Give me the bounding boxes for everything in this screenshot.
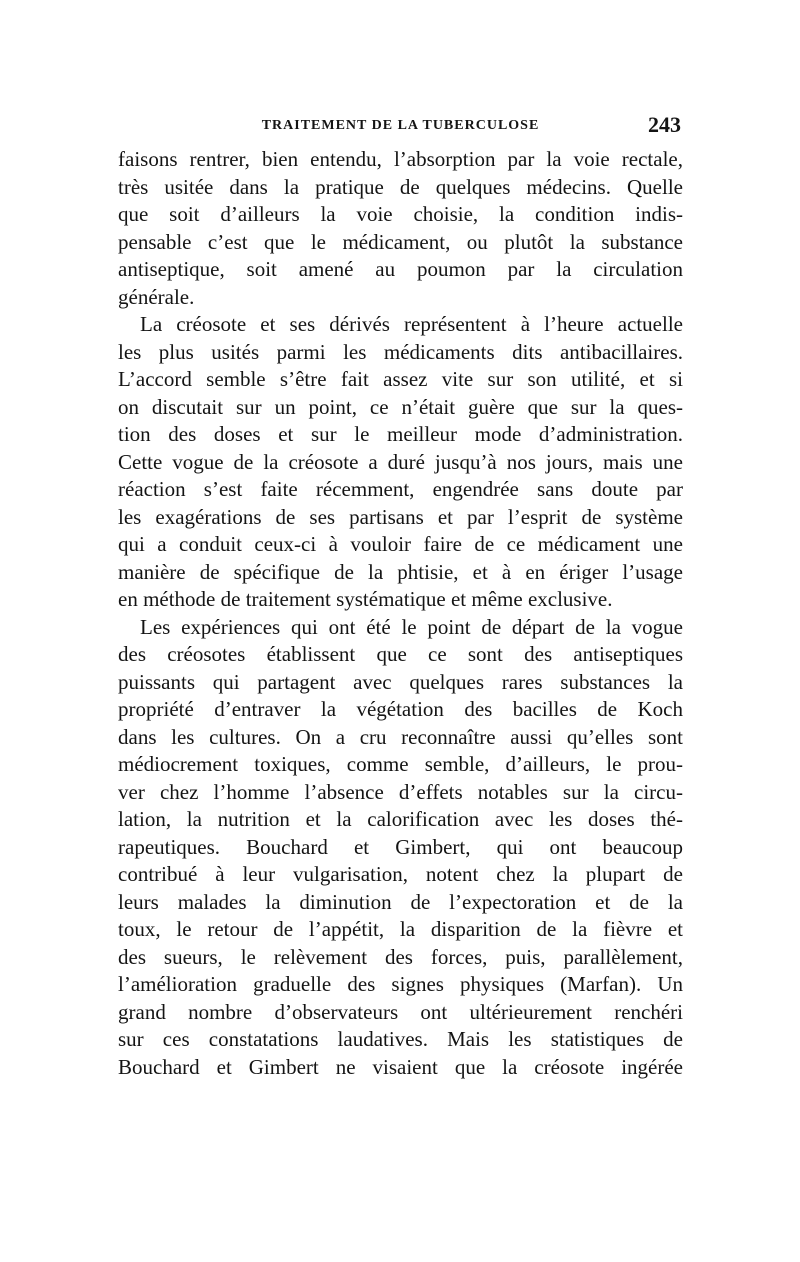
text-line: rapeutiques. Bouchard et Gimbert, qui ont beaucoup: [118, 834, 683, 859]
text-line: médiocrement toxiques, comme semble, d’ailleurs, le prou-: [118, 752, 683, 776]
text-line: puissants qui partagent avec quelques rares substances la: [118, 669, 683, 694]
text-line: Les expériences qui ont été le point de départ de la vogue: [140, 614, 683, 639]
text-line: des créosotes établissent que ce sont des antiseptiques: [118, 642, 683, 666]
body-text: [118, 146, 683, 1081]
text-line: pensable c’est que le médicament, ou plutôt la substance: [118, 229, 683, 254]
text-line: contribué à leur vulgarisation, notent chez la plupart de: [118, 862, 683, 886]
text-line: les exagérations de ses partisans et par l’esprit de système: [118, 504, 683, 529]
text-line: que soit d’ailleurs la voie choisie, la condition indis-: [118, 202, 683, 226]
text-line: propriété d’entraver la végétation des bacilles de Koch: [118, 697, 683, 721]
text-line: Bouchard et Gimbert ne visaient que la créosote ingérée: [118, 1054, 683, 1079]
text-line: l’amélioration graduelle des signes physiques (Marfan). Un: [118, 972, 683, 996]
text-line: dans les cultures. On a cru reconnaître aussi qu’elles sont: [118, 724, 683, 749]
text-line: grand nombre d’observateurs ont ultérieurement renchéri: [118, 999, 683, 1024]
page-number: 243: [648, 112, 681, 137]
text-line: ver chez l’homme l’absence d’effets notables sur la circu-: [118, 779, 683, 804]
text-line: en méthode de traitement systématique et même exclusive.: [118, 587, 613, 611]
text-line: tion des doses et sur le meilleur mode d’administration.: [118, 422, 683, 446]
text-line: des sueurs, le relèvement des forces, puis, parallèlement,: [118, 944, 683, 969]
running-head: [118, 112, 683, 142]
text-line: toux, le retour de l’appétit, la disparition de la fièvre et: [118, 917, 683, 941]
text-line: antiseptique, soit amené au poumon par la circulation: [118, 257, 683, 281]
paragraph: [118, 146, 683, 311]
text-line: réaction s’est faite récemment, engendrée sans doute par: [118, 477, 683, 501]
paragraph: [118, 614, 683, 1082]
paragraph: [118, 311, 683, 614]
text-line: les plus usités parmi les médicaments dits antibacillaires.: [118, 339, 683, 364]
text-line: lation, la nutrition et la calorification avec les doses thé-: [118, 807, 683, 831]
text-line: générale.: [118, 284, 195, 309]
text-line: sur ces constatations laudatives. Mais les statistiques de: [118, 1027, 683, 1051]
text-line: faisons rentrer, bien entendu, l’absorption par la voie rectale,: [118, 147, 683, 171]
text-line: L’accord semble s’être fait assez vite sur son utilité, et si: [118, 367, 683, 391]
text-line: leurs malades la diminution de l’expectoration et de la: [118, 889, 683, 914]
running-title: TRAITEMENT DE LA TUBERCULOSE: [261, 118, 540, 133]
text-line: on discutait sur un point, ce n’était guère que sur la ques-: [118, 394, 683, 419]
text-line: qui a conduit ceux-ci à vouloir faire de ce médicament une: [118, 532, 683, 556]
text-line: très usitée dans la pratique de quelques médecins. Quelle: [118, 174, 683, 199]
text-line: manière de spécifique de la phtisie, et à en ériger l’usage: [118, 559, 683, 584]
text-line: La créosote et ses dérivés représentent à l’heure actuelle: [140, 312, 683, 336]
text-line: Cette vogue de la créosote a duré jusqu’à nos jours, mais une: [118, 449, 683, 474]
